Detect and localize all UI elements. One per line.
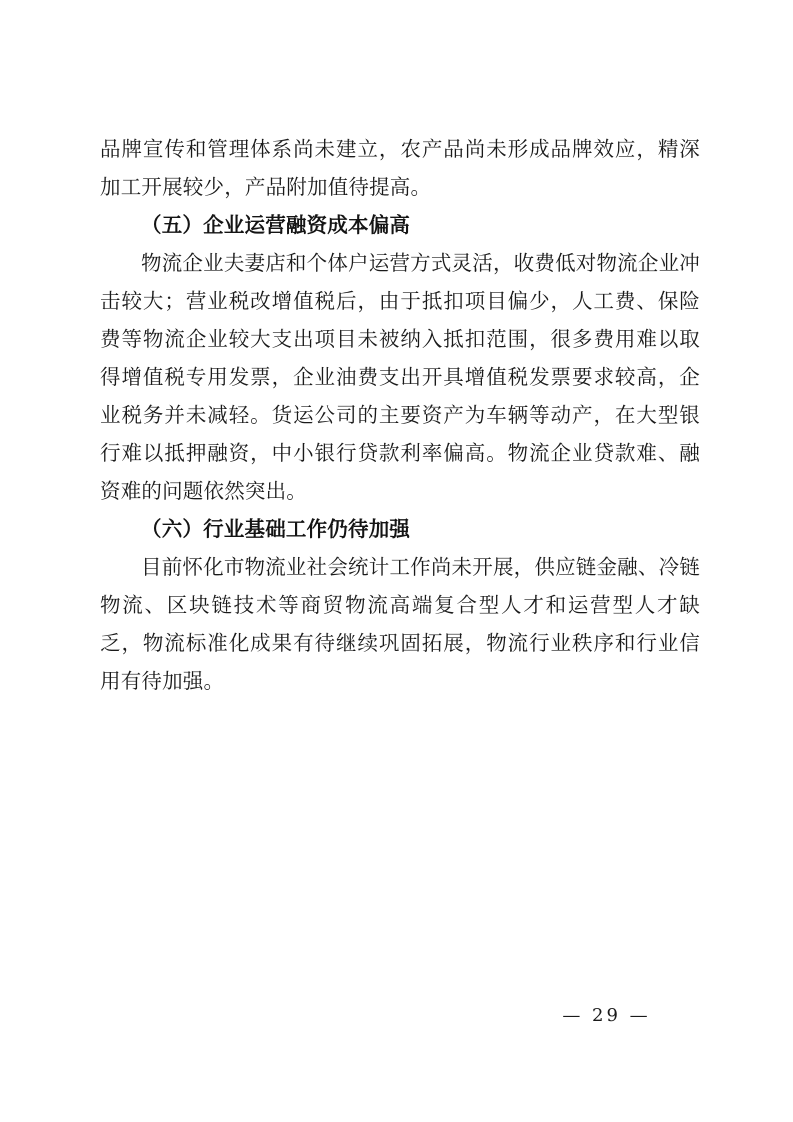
document-body — [100, 130, 700, 700]
section-heading-six: （六）行业基础工作仍待加强 — [141, 517, 411, 541]
paragraph-2: 物流企业夫妻店和个体户运营方式灵活，收费低对物流企业冲击较大；营业税改增值税后，由于抵扣项目偏少，人工费、保险费等物流企业较大支出项目未被纳入抵扣范围，很多费用难以取得增值税专用发票，企业油费支出开具增值税发票要求较高，企业税务并未减轻。货运公司的主要资产为车辆等动产，在大型银行难以抵押融资，中小银行贷款利率偏高。物流企业贷款难、融资难的问题依然突出。 — [100, 251, 700, 503]
page-footer — [0, 1005, 793, 1026]
paragraph-1: 品牌宣传和管理体系尚未建立，农产品尚未形成品牌效应，精深加工开展较少，产品附加值待提高。 — [100, 137, 700, 199]
section-heading-five: （五）企业运营融资成本偏高 — [141, 213, 411, 237]
paragraph-3: 目前怀化市物流业社会统计工作尚未开展，供应链金融、冷链物流、区块链技术等商贸物流高端复合型人才和运营型人才缺乏，物流标准化成果有待继续巩固拓展，物流行业秩序和行业信用有待加强。 — [100, 555, 700, 693]
page-number: — 29 — — [562, 1005, 651, 1026]
